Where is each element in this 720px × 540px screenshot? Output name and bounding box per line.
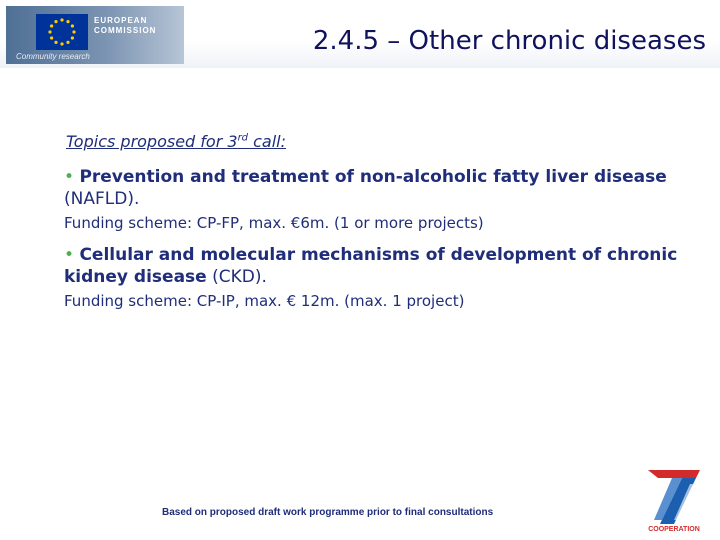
topic-item-nafld bbox=[64, 166, 714, 210]
topics-heading bbox=[66, 132, 286, 151]
topics-heading-suffix: call: bbox=[248, 132, 286, 151]
topics-heading-superscript: rd bbox=[237, 132, 249, 144]
topic-title: Prevention and treatment of non-alcoholic fatty liver disease bbox=[79, 167, 667, 187]
eu-flag-icon bbox=[36, 14, 88, 50]
funding-scheme-nafld: Funding scheme: CP-FP, max. €6m. (1 or more projects) bbox=[64, 214, 484, 232]
ec-logo-text bbox=[94, 16, 156, 36]
ec-logo-line1: EUROPEAN bbox=[94, 16, 148, 25]
topic-abbrev: (CKD). bbox=[212, 267, 267, 287]
bullet-icon: • bbox=[64, 167, 75, 187]
topic-abbrev: (NAFLD). bbox=[64, 189, 140, 209]
topic-title: Cellular and molecular mechanisms of development of chronic kidney disease bbox=[64, 245, 678, 287]
funding-scheme-ckd: Funding scheme: CP-IP, max. € 12m. (max. 1 project) bbox=[64, 292, 465, 310]
ec-logo bbox=[6, 6, 184, 64]
topics-heading-prefix: Topics proposed for 3 bbox=[66, 132, 238, 151]
ec-logo-line2: COMMISSION bbox=[94, 26, 157, 35]
topic-item-ckd bbox=[64, 244, 714, 288]
slide-title: 2.4.5 – Other chronic diseases bbox=[312, 26, 706, 56]
fp7-label: COOPERATION bbox=[648, 526, 700, 533]
ec-logo-subtitle: Community research bbox=[16, 52, 90, 61]
footer-note: Based on proposed draft work programme prior to final consultations bbox=[162, 507, 494, 518]
bullet-icon: • bbox=[64, 245, 75, 265]
